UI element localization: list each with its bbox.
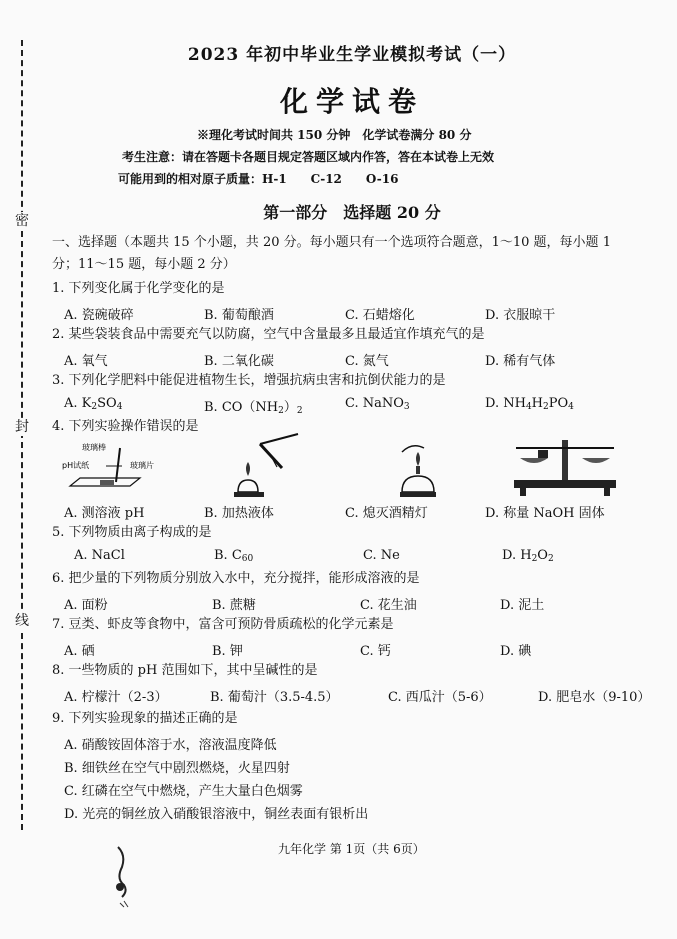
ph-label-paper: pH试纸: [62, 461, 90, 470]
section-intro-2: 分；11～15 题，每小题 2 分）: [52, 257, 236, 272]
q5-option-c: C. Ne: [363, 548, 400, 563]
q9-option-b: B. 细铁丝在空气中剧烈燃烧，火星四射: [64, 761, 290, 776]
time-note: ※理化考试时间共 150 分钟 化学试卷满分 80 分: [197, 128, 472, 142]
q2-option-d: D. 稀有气体: [485, 354, 556, 369]
q6-option-c: C. 花生油: [360, 598, 417, 613]
extinguish-lamp-illustration: [382, 438, 442, 500]
margin-char-mi: 密: [12, 212, 32, 230]
q6-stem: 6. 把少量的下列物质分别放入水中，充分搅拌，能形成溶液的是: [52, 571, 420, 586]
margin-char-xian: 线: [12, 612, 32, 630]
q7-option-a: A. 硒: [64, 644, 95, 659]
q2-option-c: C. 氮气: [345, 354, 389, 369]
q2-stem: 2. 某些袋装食品中需要充气以防腐，空气中含量最多且最适宜作填充气的是: [52, 327, 485, 342]
q1-stem: 1. 下列变化属于化学变化的是: [52, 281, 225, 296]
heating-liquid-illustration: [230, 432, 300, 502]
q9-option-c: C. 红磷在空气中燃烧，产生大量白色烟雾: [64, 784, 303, 799]
q7-option-d: D. 碘: [500, 644, 532, 659]
q7-option-c: C. 钙: [360, 644, 391, 659]
page-footer: 九年化学 第 1页（共 6页）: [278, 842, 425, 856]
subject-title: 化学试卷: [279, 85, 424, 118]
q4-option-d: D. 称量 NaOH 固体: [485, 506, 605, 521]
q3-stem: 3. 下列化学肥料中能促进植物生长，增强抗病虫害和抗倒伏能力的是: [52, 373, 446, 388]
q8-option-b: B. 葡萄汁（3.5-4.5）: [210, 690, 339, 705]
q7-stem: 7. 豆类、虾皮等食物中，富含可预防骨质疏松的化学元素是: [52, 617, 394, 632]
q2-option-b: B. 二氧化碳: [204, 354, 274, 369]
q1-option-a: A. 瓷碗破碎: [64, 308, 134, 323]
q7-option-b: B. 钾: [212, 644, 243, 659]
q1-option-c: C. 石蜡熔化: [345, 308, 415, 323]
q4-stem: 4. 下列实验操作错误的是: [52, 419, 199, 434]
ph-label-glass-plate: 玻璃片: [130, 461, 154, 470]
section-intro-1: 一、选择题（本题共 15 个小题，共 20 分。每小题只有一个选项符合题意，1～10 题，每小题 1: [52, 235, 611, 250]
margin-char-feng: 封: [12, 418, 32, 436]
q3-option-b: B. $CO(NH_2)_2$: [204, 400, 303, 416]
q5-option-a: A. NaCl: [74, 548, 125, 563]
notice: 考生注意：请在答题卡各题目规定答题区域内作答，答在本试卷上无效: [122, 150, 495, 164]
q9-option-d: D. 光亮的铜丝放入硝酸银溶液中，铜丝表面有银析出: [64, 807, 369, 822]
balance-scale-illustration: [510, 434, 620, 500]
q1-option-b: B. 葡萄酿酒: [204, 308, 274, 323]
ph-label-glass-rod: 玻璃棒: [82, 443, 106, 452]
q3-option-a: A. $K_2SO_4$: [64, 396, 123, 412]
exam-title: 2023 年初中毕业生学业模拟考试（一）: [187, 45, 517, 65]
q8-option-a: A. 柠檬汁（2-3）: [64, 690, 168, 705]
q5-option-d: D. $H_2O_2$: [502, 548, 554, 564]
q6-option-d: D. 泥土: [500, 598, 545, 613]
q5-stem: 5. 下列物质由离子构成的是: [52, 525, 212, 540]
q2-option-a: A. 氧气: [64, 354, 108, 369]
q3-option-c: C. NaNO$_3$: [345, 396, 410, 412]
atomic-mass-note: 可能用到的相对原子质量：H-1 C-12 O-16: [118, 172, 399, 186]
section-title: 第一部分 选择题 20 分: [263, 203, 441, 222]
q9-stem: 9. 下列实验现象的描述正确的是: [52, 711, 238, 726]
q8-stem: 8. 一些物质的 pH 范围如下，其中呈碱性的是: [52, 663, 318, 678]
q5-option-b: B. $C_{60}$: [214, 548, 254, 564]
q6-option-a: A. 面粉: [64, 598, 108, 613]
q4-option-a: A. 测溶液 pH: [64, 506, 145, 521]
q9-option-a: A. 硝酸铵固体溶于水，溶液温度降低: [64, 738, 277, 753]
corner-mark-icon: [110, 845, 140, 915]
q3-option-d: D. $NH_4H_2PO_4$: [485, 396, 574, 412]
q6-option-b: B. 蔗糖: [212, 598, 256, 613]
q4-option-c: C. 熄灭酒精灯: [345, 506, 428, 521]
q1-option-d: D. 衣服晾干: [485, 308, 556, 323]
q4-option-b: B. 加热液体: [204, 506, 274, 521]
q8-option-c: C. 西瓜汁（5-6）: [388, 690, 492, 705]
ph-test-illustration: [60, 438, 154, 498]
q8-option-d: D. 肥皂水（9-10）: [538, 690, 651, 705]
